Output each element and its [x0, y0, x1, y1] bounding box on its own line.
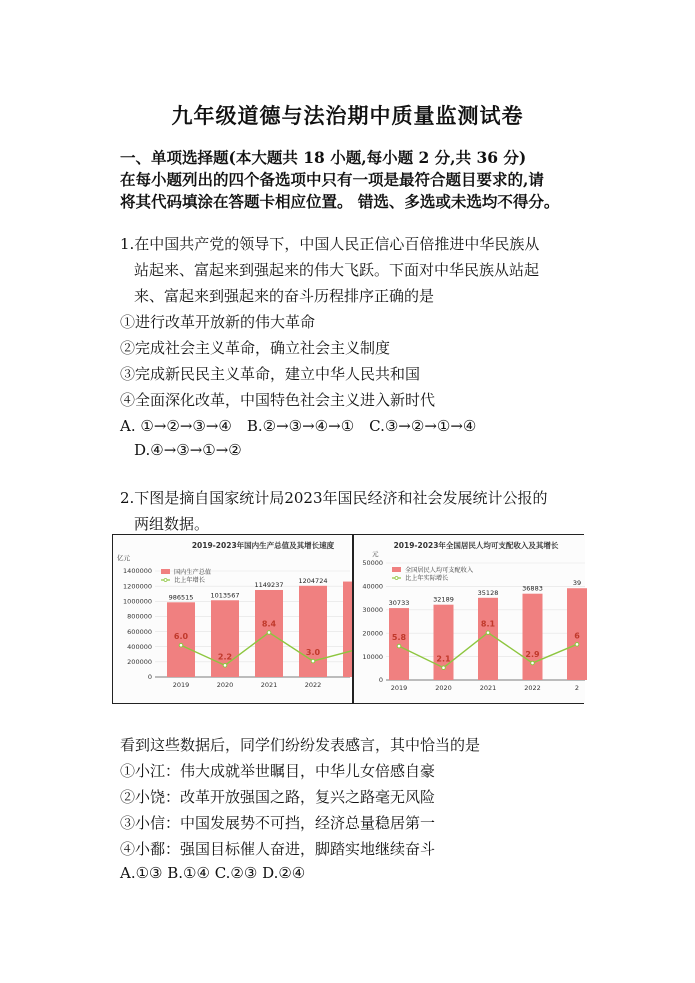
legend-label-bar: 国内生产总值	[174, 569, 212, 576]
x-tick-label: 2022	[524, 684, 541, 692]
bar-value-label: 30733	[388, 599, 410, 608]
q1-item-3: ③完成新民民主义革命，建立中华人民共和国	[120, 365, 421, 383]
x-tick-label: 2019	[172, 681, 190, 689]
growth-point	[267, 631, 271, 635]
growth-point	[442, 666, 446, 670]
bar-value-label: 39	[572, 579, 582, 588]
growth-point	[311, 659, 315, 663]
chart-title: 2019-2023年全国居民人均可支配收入及其增长	[393, 541, 559, 550]
x-tick-label: 2020	[435, 684, 452, 692]
gdp-chart	[113, 535, 350, 703]
growth-point	[397, 644, 401, 648]
q1-stem-line-1: 1.在中国共产党的领导下，中国人民正信心百倍推进中华民族从	[120, 235, 540, 253]
y-tick-label: 800000	[127, 612, 152, 621]
q1-item-2: ②完成社会主义革命，确立社会主义制度	[120, 339, 391, 357]
chart-unit-label: 元	[372, 550, 379, 558]
income-chart-svg	[354, 535, 585, 703]
chart-figure	[112, 534, 584, 704]
q1-options-line-1: A. ①→②→③→④ B.②→③→④→① C.③→②→①→④	[120, 417, 477, 435]
growth-point	[179, 643, 183, 647]
q2-stem-line-1: 2.下图是摘自国家统计局2023年国民经济和社会发展统计公报的	[120, 489, 548, 507]
bar-value-label: 32189	[433, 595, 454, 604]
section-instruction-line-2: 将其代码填涂在答题卡相应位置。 错选、多选或未选均不得分。	[120, 192, 560, 211]
section-heading: 一、单项选择题(本大题共 18 小题,每小题 2 分,共 36 分)	[120, 148, 527, 167]
q1-item-4: ④全面深化改革，中国特色社会主义进入新时代	[120, 391, 436, 409]
y-tick-label: 200000	[127, 658, 152, 667]
q1-item-1: ①进行改革开放新的伟大革命	[120, 313, 316, 331]
y-tick-label: 30000	[362, 606, 383, 614]
chart-title: 2019-2023年国内生产总值及其增长速度	[191, 541, 335, 550]
growth-value-label: 6	[574, 631, 580, 641]
y-tick-label: 1400000	[123, 567, 152, 576]
x-tick-label: 2020	[216, 681, 234, 689]
bar-value-label: 1204724	[298, 576, 328, 585]
gdp-chart-svg	[113, 535, 350, 703]
legend-swatch-bar	[161, 569, 170, 574]
bar-value-label: 1013567	[210, 591, 240, 600]
q1-stem-line-2: 站起来、富起来到强起来的伟大飞跃。下面对中华民族从站起	[134, 261, 540, 279]
growth-point	[486, 631, 490, 635]
q2-prompt: 看到这些数据后，同学们纷纷发表感言，其中恰当的是	[120, 736, 481, 754]
x-tick-label: 2	[574, 684, 580, 692]
growth-value-label: 2.2	[217, 652, 233, 662]
q2-item-1: ①小江：伟大成就举世瞩目，中华儿女倍感自豪	[120, 762, 436, 780]
bar-value-label: 36883	[522, 584, 543, 593]
growth-value-label: 2.1	[436, 654, 451, 664]
income-chart	[352, 535, 585, 703]
q2-item-3: ③小信：中国发展势不可挡，经济总量稳居第一	[120, 814, 436, 832]
bar-value-label: 1149237	[254, 580, 284, 589]
legend-swatch-bar	[392, 567, 401, 572]
q2-stem-line-2: 两组数据。	[134, 515, 210, 533]
bar-value-label: 35128	[477, 588, 499, 597]
y-tick-label: 600000	[127, 627, 152, 636]
legend-swatch-point	[395, 577, 398, 580]
x-tick-label: 2019	[390, 684, 408, 692]
q2-item-4: ④小鄱：强国目标催人奋进，脚踏实地继续奋斗	[120, 840, 436, 858]
legend-swatch-point	[164, 579, 167, 582]
growth-point	[575, 643, 579, 647]
q2-options: A.①③ B.①④ C.②③ D.②④	[120, 864, 306, 882]
growth-value-label: 8.1	[480, 619, 496, 629]
chart-unit-label: 亿元	[117, 554, 130, 562]
y-tick-label: 40000	[362, 582, 383, 591]
bar	[523, 594, 543, 680]
growth-point	[531, 661, 535, 665]
growth-value-label: 3.0	[305, 648, 321, 658]
y-tick-label: 20000	[362, 629, 383, 638]
y-tick-label: 10000	[362, 652, 383, 661]
y-tick-label: 400000	[127, 642, 152, 651]
q1-stem-line-3: 来、富起来到强起来的奋斗历程排序正确的是	[134, 287, 435, 305]
growth-value-label: 2.9	[525, 650, 540, 660]
legend-label-bar: 全国居民人均可支配收入	[405, 567, 474, 574]
growth-value-label: 8.4	[261, 619, 277, 629]
y-tick-label: 1200000	[123, 582, 152, 591]
y-tick-label: 0	[147, 673, 152, 682]
x-tick-label: 2021	[479, 684, 497, 692]
q2-item-2: ②小饶：改革开放强国之路，复兴之路毫无风险	[120, 788, 436, 806]
legend-label-line: 比上年增长	[174, 577, 205, 584]
bar-value-label: 986515	[168, 593, 194, 602]
y-tick-label: 1000000	[123, 597, 152, 606]
q1-options-line-2: D.④→③→①→②	[134, 441, 242, 459]
legend-label-line: 比上年实际增长	[405, 575, 449, 582]
y-tick-label: 0	[378, 676, 383, 685]
growth-point	[223, 664, 227, 668]
section-instruction-line-1: 在每小题列出的四个备选项中只有一项是最符合题目要求的,请	[120, 170, 544, 189]
growth-value-label: 6.0	[173, 632, 189, 642]
page-title: 九年级道德与法治期中质量监测试卷	[171, 103, 524, 128]
growth-value-label: 5.8	[391, 633, 407, 643]
x-tick-label: 2021	[260, 681, 278, 689]
y-tick-label: 50000	[362, 559, 383, 568]
x-tick-label: 2022	[304, 681, 322, 689]
